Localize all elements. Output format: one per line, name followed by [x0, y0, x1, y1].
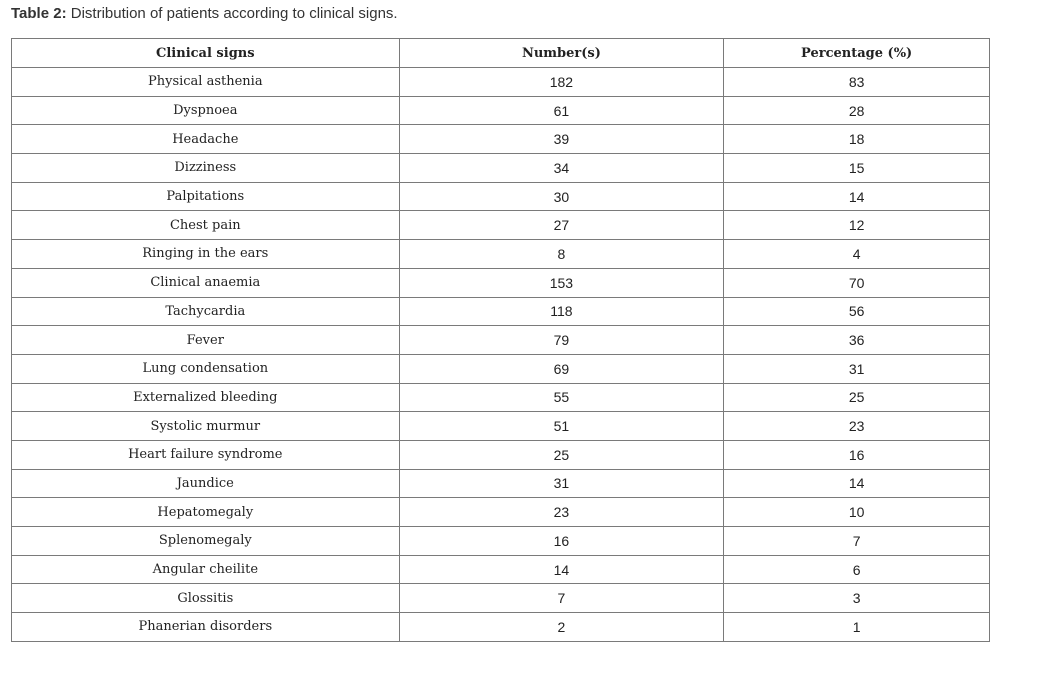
table-row	[12, 498, 990, 527]
cell-percentage: 12	[724, 211, 990, 240]
table-row	[12, 154, 990, 183]
table-row	[12, 613, 990, 642]
cell-clinical-sign: Splenomegaly	[12, 527, 400, 556]
cell-number: 34	[399, 154, 724, 183]
cell-clinical-sign: Externalized bleeding	[12, 383, 400, 412]
cell-number: 27	[399, 211, 724, 240]
cell-number: 118	[399, 297, 724, 326]
table-row	[12, 469, 990, 498]
table-row	[12, 412, 990, 441]
cell-percentage: 83	[724, 68, 990, 97]
cell-number: 2	[399, 613, 724, 642]
cell-percentage: 15	[724, 154, 990, 183]
table-caption-text: Distribution of patients according to clinical signs.	[66, 5, 398, 22]
table-header-row	[12, 39, 990, 68]
cell-percentage: 23	[724, 412, 990, 441]
cell-clinical-sign: Fever	[12, 326, 400, 355]
table-body	[12, 68, 990, 642]
cell-percentage: 36	[724, 326, 990, 355]
cell-clinical-sign: Palpitations	[12, 182, 400, 211]
cell-number: 79	[399, 326, 724, 355]
cell-number: 7	[399, 584, 724, 613]
cell-number: 30	[399, 182, 724, 211]
table-row	[12, 440, 990, 469]
table-caption	[11, 5, 398, 22]
cell-number: 8	[399, 240, 724, 269]
cell-clinical-sign: Clinical anaemia	[12, 268, 400, 297]
cell-number: 14	[399, 555, 724, 584]
cell-clinical-sign: Lung condensation	[12, 354, 400, 383]
cell-clinical-sign: Chest pain	[12, 211, 400, 240]
cell-number: 61	[399, 96, 724, 125]
cell-clinical-sign: Heart failure syndrome	[12, 440, 400, 469]
cell-percentage: 18	[724, 125, 990, 154]
table-row	[12, 555, 990, 584]
cell-clinical-sign: Dyspnoea	[12, 96, 400, 125]
cell-number: 69	[399, 354, 724, 383]
cell-percentage: 10	[724, 498, 990, 527]
cell-clinical-sign: Phanerian disorders	[12, 613, 400, 642]
header-clinical-signs: Clinical signs	[12, 39, 400, 68]
cell-number: 23	[399, 498, 724, 527]
cell-clinical-sign: Glossitis	[12, 584, 400, 613]
table-row	[12, 326, 990, 355]
cell-number: 55	[399, 383, 724, 412]
cell-percentage: 56	[724, 297, 990, 326]
cell-percentage: 14	[724, 182, 990, 211]
table-row	[12, 527, 990, 556]
header-percentage: Percentage (%)	[724, 39, 990, 68]
table-row	[12, 211, 990, 240]
cell-number: 25	[399, 440, 724, 469]
cell-number: 51	[399, 412, 724, 441]
cell-percentage: 7	[724, 527, 990, 556]
table-row	[12, 96, 990, 125]
clinical-signs-table	[11, 38, 990, 642]
table-row	[12, 383, 990, 412]
cell-percentage: 28	[724, 96, 990, 125]
table-row	[12, 354, 990, 383]
cell-percentage: 6	[724, 555, 990, 584]
cell-number: 31	[399, 469, 724, 498]
cell-percentage: 31	[724, 354, 990, 383]
cell-clinical-sign: Dizziness	[12, 154, 400, 183]
cell-clinical-sign: Headache	[12, 125, 400, 154]
cell-clinical-sign: Tachycardia	[12, 297, 400, 326]
cell-number: 182	[399, 68, 724, 97]
cell-percentage: 14	[724, 469, 990, 498]
cell-percentage: 1	[724, 613, 990, 642]
cell-percentage: 70	[724, 268, 990, 297]
cell-clinical-sign: Systolic murmur	[12, 412, 400, 441]
cell-number: 16	[399, 527, 724, 556]
cell-percentage: 25	[724, 383, 990, 412]
cell-percentage: 16	[724, 440, 990, 469]
cell-clinical-sign: Jaundice	[12, 469, 400, 498]
cell-number: 39	[399, 125, 724, 154]
cell-number: 153	[399, 268, 724, 297]
table-row	[12, 125, 990, 154]
cell-percentage: 3	[724, 584, 990, 613]
table-row	[12, 584, 990, 613]
cell-clinical-sign: Physical asthenia	[12, 68, 400, 97]
table-row	[12, 68, 990, 97]
cell-clinical-sign: Hepatomegaly	[12, 498, 400, 527]
cell-clinical-sign: Ringing in the ears	[12, 240, 400, 269]
header-numbers: Number(s)	[399, 39, 724, 68]
table-row	[12, 268, 990, 297]
table-row	[12, 240, 990, 269]
cell-clinical-sign: Angular cheilite	[12, 555, 400, 584]
cell-percentage: 4	[724, 240, 990, 269]
table-row	[12, 182, 990, 211]
table-caption-label: Table 2:	[11, 5, 67, 22]
table-row	[12, 297, 990, 326]
